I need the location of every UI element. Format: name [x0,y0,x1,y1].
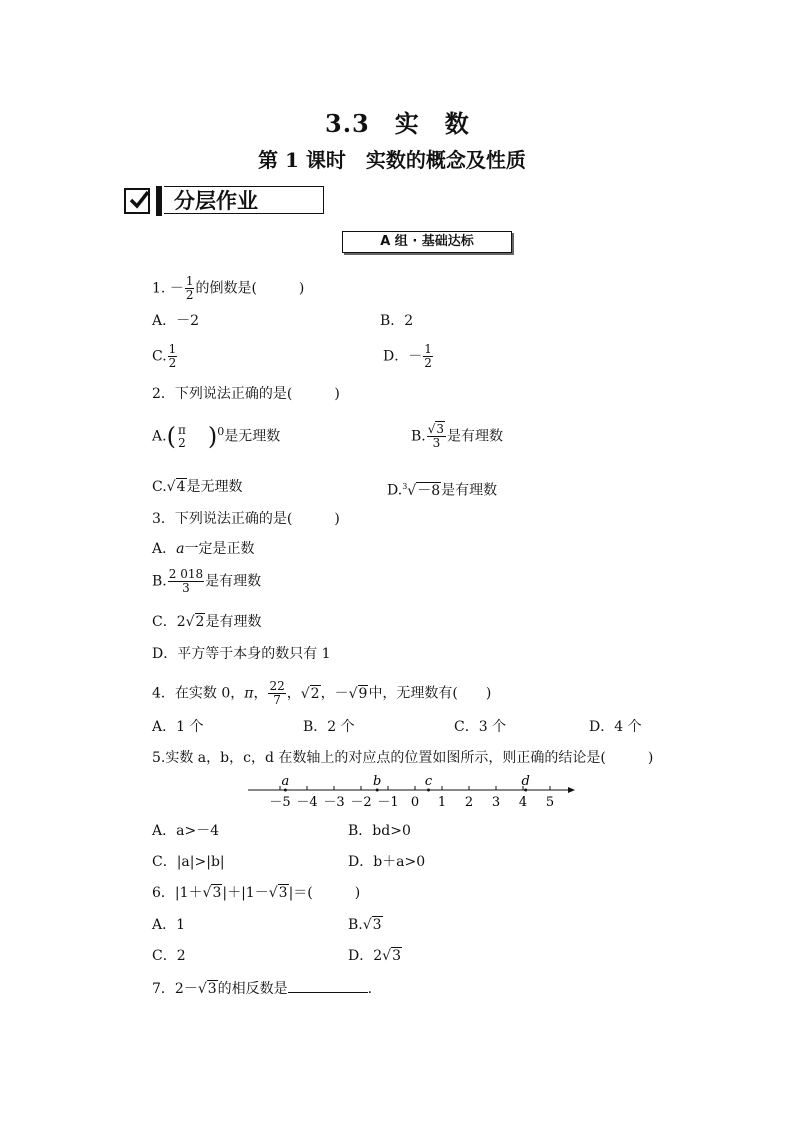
tick-label: 4 [518,795,528,810]
q5-option-b: B．bd>0 [348,823,411,839]
section-label: 分层作业 [164,186,324,214]
checkbox-icon [124,188,150,214]
q4-option-c: C．3 个 [454,719,507,735]
tick-label: －4 [296,795,318,810]
q3-option-c: C．2√2是有理数 [152,614,262,630]
fraction: $\frac{1}{2}$ [185,274,194,302]
q3-option-a: A．a一定是正数 [152,541,255,557]
question-7: 7．2－√3的相反数是 . [152,978,372,998]
tick-label: －3 [323,795,345,810]
q4-option-b: B．2 个 [303,719,355,735]
answer-blank[interactable] [288,978,368,993]
tick-label: －5 [269,795,291,810]
question-1: 1. － $\frac{1}{2}$ 的倒数是( ) [152,274,305,302]
number-line [248,772,588,818]
q2-option-d: D.$^3$√－8是有理数 [387,482,498,499]
q6-option-b: B.√3 [348,917,382,933]
question-2: 2．下列说法正确的是( ) [152,386,340,402]
q4-option-d: D．4 个 [589,719,642,735]
q5-option-a: A．a>－4 [152,823,220,839]
point-label-b: b [373,774,382,789]
lesson-title: 3.3 实 数 [325,109,470,138]
question-6: 6．|1＋√3|＋|1－√3|＝( ) [152,885,361,901]
point-label-d: d [521,774,530,789]
q1-option-a: A．－2 [152,313,200,329]
q5-option-d: D．b＋a>0 [348,854,426,870]
question-5: 5.实数 a，b，c，d 在数轴上的对应点的位置如图所示，则正确的结论是( ) [152,750,654,766]
q2-option-b: B. $\frac{√3}{3}$ 是有理数 [411,422,504,450]
q1-option-b: B．2 [380,313,414,329]
q6-option-a: A．1 [152,917,186,933]
tick-label: 3 [491,795,501,810]
q1-option-c: C. $\frac{1}{2}$ [152,342,177,370]
axis-arrow-icon [568,787,575,793]
point-label-a: a [281,774,290,789]
q6-option-d: D．2√3 [348,948,401,964]
tick-label: 2 [464,795,474,810]
tick-label: 0 [410,795,420,810]
q6-option-c: C．2 [152,948,186,964]
q1-option-d: D．－ $\frac{1}{2}$ [383,342,432,370]
tick-label: －1 [377,795,399,810]
section-header [124,186,326,216]
q4-option-a: A．1 个 [152,719,204,735]
tick-label: 1 [437,795,447,810]
q2-option-a: A.( π 2 )$^0$是无理数 [152,422,281,451]
tick-label: －2 [350,795,372,810]
q3-option-b: B. $\frac{2 018}{3}$ 是有理数 [152,567,262,595]
lesson-subtitle: 第 1 课时 实数的概念及性质 [258,148,526,172]
point-label-c: c [424,774,433,789]
group-banner: A 组 · 基础达标 [342,231,512,253]
q2-option-c: C.√4是无理数 [152,479,243,495]
section-bar [156,186,162,216]
q3-option-d: D．平方等于本身的数只有 1 [152,646,331,662]
question-4: 4．在实数 0，π， $\frac{22}{7}$ ，√2，－√9中，无理数有( ) [152,679,492,707]
question-3: 3．下列说法正确的是( ) [152,511,340,527]
tick-label: 5 [545,795,555,810]
q5-option-c: C．|a|>|b| [152,854,225,870]
